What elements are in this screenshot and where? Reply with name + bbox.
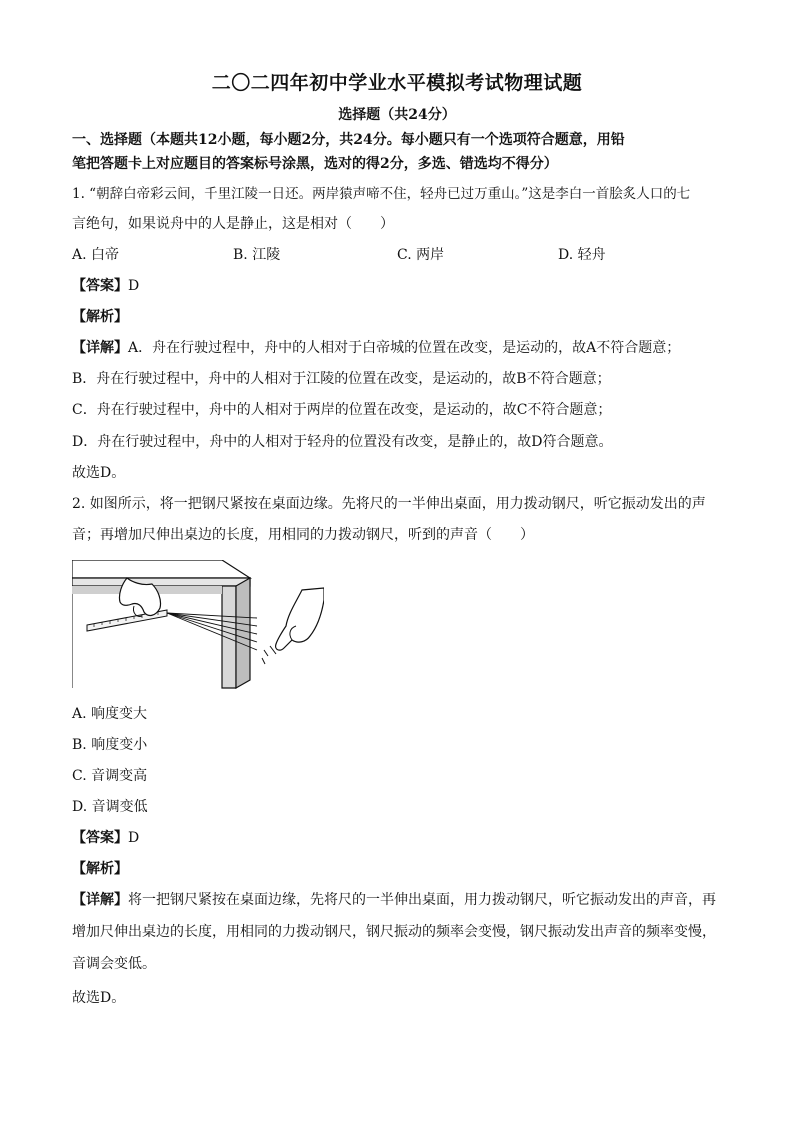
q1-detail-c: C．舟在行驶过程中，舟中的人相对于两岸的位置在改变，是运动的，故C不符合题意； (72, 402, 612, 418)
answer-value: D (128, 278, 140, 294)
answer-tag: 【答案】 (72, 830, 128, 846)
answer-value: D (128, 830, 140, 846)
q2-detail-line3: 音调会变低。 (72, 956, 156, 972)
q1-conclusion: 故选D。 (72, 465, 126, 481)
q2-stem-line1: 2. 如图所示，将一把钢尺紧按在桌面边缘。先将尺的一半伸出桌面，用力拨动钢尺，听它振动发出的声 (72, 496, 706, 512)
q1-detail-d: D．舟在行驶过程中，舟中的人相对于轻舟的位置没有改变，是静止的，故D符合题意。 (72, 434, 613, 450)
q2-option-d: D. 音调变低 (72, 799, 148, 815)
answer-tag: 【答案】 (72, 278, 128, 294)
ruler-table-figure (72, 560, 324, 690)
q2-detail-line1 (72, 890, 732, 910)
q1-stem-line1: 1. “朝辞白帝彩云间，千里江陵一日还。两岸猿声啼不住，轻舟已过万重山。”这是李白一首脍炙人口的七 (72, 186, 691, 202)
table-leg-side (236, 578, 250, 688)
detail-tag: 【详解】 (72, 340, 128, 356)
q1-detail-b: B．舟在行驶过程中，舟中的人相对于江陵的位置在改变，是运动的，故B不符合题意； (72, 371, 611, 387)
q1-option-a: A. 白帝 (72, 247, 120, 263)
q1-detail-a (72, 338, 732, 358)
table-leg (222, 586, 236, 688)
section-instructions-line2: 笔把答题卡上对应题目的答案标号涂黑，选对的得2分，多选、错选均不得分） (72, 156, 558, 172)
plucking-hand (276, 588, 324, 650)
q2-detail-line2: 增加尺伸出桌边的长度，用相同的力拨动钢尺，钢尺振动的频率会变慢，钢尺振动发出声音的频率变慢， (72, 924, 716, 940)
q2-conclusion: 故选D。 (72, 990, 126, 1006)
detail-text: 将一把钢尺紧按在桌面边缘，先将尺的一半伸出桌面，用力拨动钢尺，听它振动发出的声音，再 (128, 892, 716, 908)
section-subtitle: 选择题（共24分） (338, 107, 456, 123)
q1-option-d: D. 轻舟 (558, 247, 606, 263)
q2-option-b: B. 响度变小 (72, 737, 148, 753)
q1-answer (72, 276, 732, 296)
q2-stem-line2: 音；再增加尺伸出桌边的长度，用相同的力拨动钢尺，听到的声音（ ） (72, 527, 534, 543)
q2-answer (72, 828, 732, 848)
q2-option-a: A. 响度变大 (72, 706, 148, 722)
section-instructions-line1: 一、选择题（本题共12小题，每小题2分，共24分。每小题只有一个选项符合题意，用铅 (72, 132, 625, 148)
q1-option-c: C. 两岸 (397, 247, 445, 263)
page-title: 二〇二四年初中学业水平模拟考试物理试题 (211, 72, 583, 94)
q1-analysis-tag: 【解析】 (72, 309, 128, 325)
table-edge (72, 578, 250, 586)
q2-option-c: C. 音调变高 (72, 768, 148, 784)
q2-analysis-tag: 【解析】 (72, 861, 128, 877)
table-top (72, 560, 250, 578)
detail-tag: 【详解】 (72, 892, 128, 908)
q1-stem-line2: 言绝句，如果说舟中的人是静止，这是相对（ ） (72, 216, 394, 232)
detail-text: A．舟在行驶过程中，舟中的人相对于白帝城的位置在改变，是运动的，故A不符合题意； (128, 340, 681, 356)
q1-option-b: B. 江陵 (233, 247, 281, 263)
